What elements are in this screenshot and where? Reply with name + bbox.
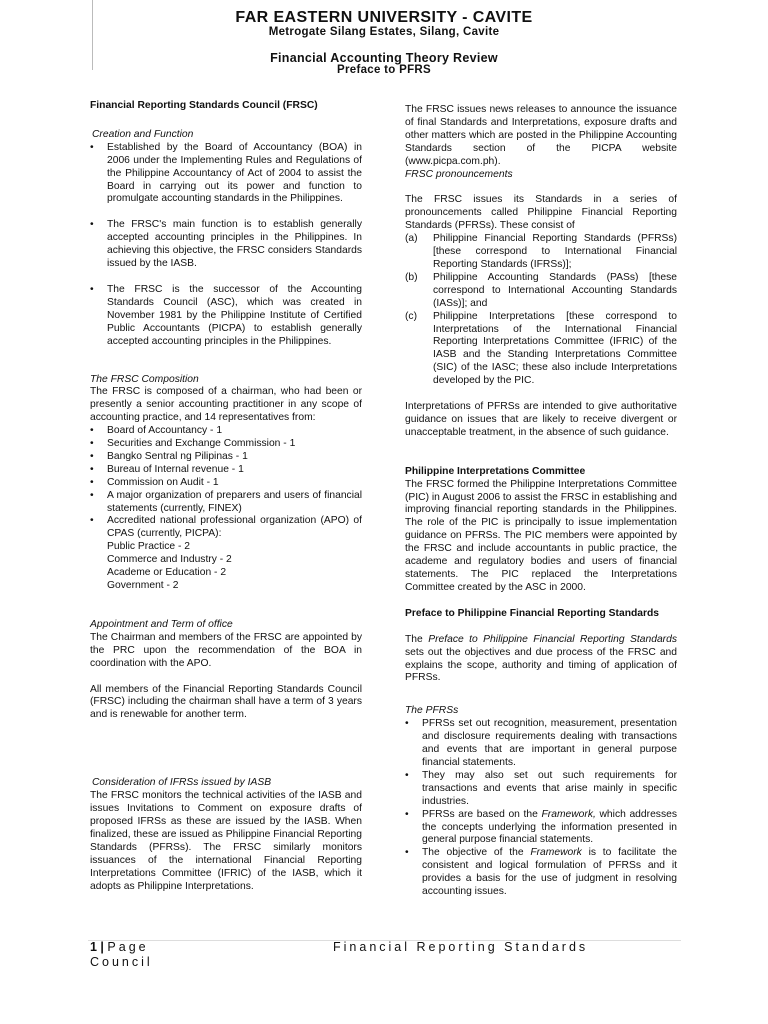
pic-para: The FRSC formed the Philippine Interpretations Committee (PIC) in August 2006 to assist the FRSC in establishing and improving financial reporting standards in the Philippines. The role of the PIC is principally to issue implementation guidance on PFRSs. The PIC members were appointed by the FRSC and include accountants in public practice, the academe and regulatory bodies and users of financial statements. The PIC replaced the Interpretations Committee created by the ASC in 2000. [405,478,677,593]
item-text: Philippine Accounting Standards (PASs) [these correspond to International Accounting Standards (IASs)]; and [433,271,677,309]
apo-text: Accredited national professional organization (APO) of CPAS (currently, PICPA): [107,515,362,540]
preface-title: Preface to Philippine Financial Reporting Standards [405,607,660,619]
apo-sub-item: Public Practice - 2 [107,541,190,553]
preface-the: The [405,633,423,645]
item-label: (a) [405,233,418,245]
page-number: 1 [90,940,97,954]
appointment-para-1: The Chairman and members of the FRSC are appointed by the PRC upon the recommendation of the BOA in coordination with the APO. [90,631,362,669]
item-label: (b) [405,271,418,283]
b3-italic: Framework, [541,808,596,820]
footer-title-cont: Council [90,955,153,969]
list-item: • The FRSC's main function is to establish generally accepted accounting principles in the Philippines. In achieving this objective, the FRSC considers Standards issued by the IASB. [90,219,362,271]
list-item: • They may also set out such requirements for transactions and events that arise mainly in specific industries. [405,770,677,809]
list-item [405,233,677,272]
item-label: (c) [405,310,418,322]
list-item [405,847,677,899]
list-item: • A major organization of preparers and users of financial statements (currently, FINEX) [90,490,362,516]
list-item: • Securities and Exchange Commission - 1 [90,438,362,451]
pronouncements-intro: The FRSC issues its Standards in a series of pronouncements called Philippine Financial Reporting Standards (PFRSs). These consist of [405,194,677,232]
pfrss-list [405,718,677,899]
pronouncements-list [405,233,677,388]
creation-title: Creation and Function [92,128,194,140]
list-item: • The FRSC is the successor of the Accounting Standards Council (ASC), which was created in November 1981 by the Philippine Institute of Certified Public Accountants (PICPA) to establish generally accepted accounting principles in the Philippines. [90,284,362,349]
right-column [405,100,677,899]
list-item: • PFRSs set out recognition, measurement, presentation and disclosure requirements dealing with transactions and events that are important in general purpose financial statements. [405,718,677,770]
pic-title: Philippine Interpretations Committee [405,465,586,477]
list-item: • Established by the Board of Accountancy (BOA) in 2006 under the Implementing Rules and Regulations of the Philippine Accountancy of Act of 2004 to assist the Board in carrying out its power and function to promulgate accounting standards in the Philippines. [90,142,362,207]
page-footer [90,940,670,970]
apo-sub-item: Government - 2 [107,580,179,591]
page-separator: | [96,940,108,954]
list-item [90,515,362,592]
item-text: Philippine Interpretations [these correspond to Interpretations of the International Financial Reporting Interpretations Committee (IFRIC) of the IASB and the Standing Interpretations Committee (SIC) of the IASC; these also include Interpretations developed by the PIC. [433,310,677,387]
b4-pre: The objective of the [422,847,524,859]
document-subtitle: Preface to PFRS [337,64,431,76]
university-title: FAR EASTERN UNIVERSITY - CAVITE [235,9,533,26]
pronouncements-title: FRSC pronouncements [405,168,513,180]
apo-sub-item: Academe or Education - 2 [107,567,227,579]
pfrss-title: The PFRSs [405,705,459,717]
page-label: Page [107,940,149,954]
list-item [405,311,677,388]
preface-para [405,634,677,686]
frsc-heading: Financial Reporting Standards Council (FRSC) [90,100,318,111]
news-para: The FRSC issues news releases to announce the issuance of final Standards and Interpretations, exposure drafts and other matters which are posted in the Philippine Accounting Standards section of the PICPA website (www.picpa.com.ph). [405,104,677,167]
appointment-para-2: All members of the Financial Reporting Standards Council (FRSC) including the chairman shall have a term of 3 years and is renewable for another term. [90,683,362,721]
interpretations-para: Interpretations of PFRSs are intended to give authoritative guidance on issues that are likely to receive divergent or unacceptable treatment, in the absence of such guidance. [405,401,677,438]
university-address: Metrogate Silang Estates, Silang, Cavite [268,26,500,38]
list-item: • Commission on Audit - 1 [90,477,362,490]
item-text: Philippine Financial Reporting Standards (PFRSs) [these correspond to International Financial Reporting Standards (IFRSs)]; [433,233,677,270]
preface-rest: sets out the objectives and due process of the FRSC and explains the scope, authority and timing of application of PFRSs. [405,646,677,684]
b4-post: is to facilitate the consistent and logical formulation of PFRSs and it provides a basis for the use of judgment in resolving accounting issues. [422,847,677,898]
composition-title: The FRSC Composition [90,373,199,385]
composition-list [90,425,362,593]
list-item [405,272,677,311]
list-item: • Board of Accountancy - 1 [90,425,362,438]
preface-italic: Preface to Philippine Financial Reporting Standards [428,633,677,645]
appointment-title: Appointment and Term of office [90,618,233,630]
b3-pre: PFRSs are based on the [422,808,538,820]
composition-intro: The FRSC is composed of a chairman, who had been or presently a senior accounting practitioner in any scope of accounting practice, and 14 representatives from: [90,386,362,424]
left-column [90,100,362,893]
list-item: • Bangko Sentral ng Pilipinas - 1 [90,451,362,464]
list-item: • Bureau of Internal revenue - 1 [90,464,362,477]
b3-post: which addresses the concepts underlying the information presented in general purpose financial statements. [422,808,677,846]
ifrs-title: Consideration of IFRSs issued by IASB [92,777,272,789]
footer-title: Financial Reporting Standards [333,940,589,954]
apo-sub-item: Commerce and Industry - 2 [107,554,232,566]
b4-italic: Framework [530,847,582,859]
course-title: Financial Accounting Theory Review [270,51,498,65]
ifrs-para: The FRSC monitors the technical activities of the IASB and issues Invitations to Comment on exposure drafts of proposed IFRSs as these are issued by the IASB. When finalized, these are issued as Philippine Financial Reporting Standards (PFRSs). The FRSC similarly monitors issuances of the international Financial Reporting Interpretations Committee (IFRIC) of the IASB, which it adopts as Philippine Interpretations. [90,790,362,892]
list-item [405,809,677,848]
creation-list [90,142,362,349]
